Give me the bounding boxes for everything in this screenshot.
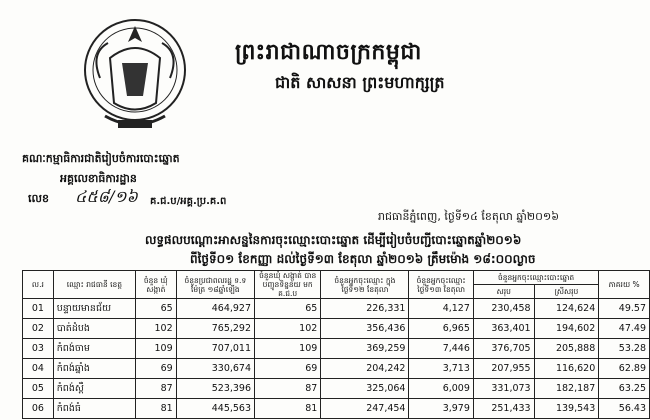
reference-number-label: លេខ bbox=[28, 192, 49, 205]
col-communes: ចំនួន ឃុំ សង្កាត់ bbox=[135, 271, 176, 299]
cell-female: 182,187 bbox=[534, 379, 599, 399]
authority-name: គណៈកម្មាធិការជាតិរៀបចំការបោះឆ្នោត bbox=[22, 152, 180, 165]
cell-prev: 226,331 bbox=[321, 299, 409, 319]
cell-estimated: 464,927 bbox=[176, 299, 254, 319]
document-title: លទ្ធផលបណ្តោះអាសន្ននៃការចុះឈ្មោះបោះឆ្នោត ដើម្បីរៀបចំបញ្ជីបោះឆ្នោតឆ្នាំ២០១៦ bbox=[145, 233, 522, 247]
reference-number-handwritten: ៤៥៨/១៦ bbox=[75, 187, 138, 206]
registration-results-table bbox=[22, 270, 650, 419]
cell-prev: 356,436 bbox=[321, 319, 409, 339]
cell-day: 3,713 bbox=[409, 359, 473, 379]
cell-province: កំពង់ឆ្នាំង bbox=[53, 359, 135, 379]
cell-total: 251,433 bbox=[473, 399, 534, 419]
cell-day: 4,127 bbox=[409, 299, 473, 319]
cell-communes: 65 bbox=[135, 299, 176, 319]
cell-reporting: 109 bbox=[255, 339, 321, 359]
cell-estimated: 330,674 bbox=[176, 359, 254, 379]
col-percent: ភាគរយ % bbox=[599, 271, 650, 299]
cell-total: 207,955 bbox=[473, 359, 534, 379]
table-row bbox=[23, 379, 650, 399]
cell-female: 205,888 bbox=[534, 339, 599, 359]
cell-prev: 204,242 bbox=[321, 359, 409, 379]
table-row bbox=[23, 319, 650, 339]
cell-province: កំពង់ធំ bbox=[53, 399, 135, 419]
col-province: ឈ្មោះ រាជធានី ខេត្ត bbox=[53, 271, 135, 299]
cell-prev: 247,454 bbox=[321, 399, 409, 419]
cell-communes: 102 bbox=[135, 319, 176, 339]
royal-coat-of-arms-icon bbox=[80, 8, 190, 143]
cell-female: 116,620 bbox=[534, 359, 599, 379]
cell-total: 363,401 bbox=[473, 319, 534, 339]
cell-province: កំពង់ស្ពឺ bbox=[53, 379, 135, 399]
cell-percent: 49.57 bbox=[599, 299, 650, 319]
cell-no: 05 bbox=[23, 379, 54, 399]
cell-province: កំពង់ចាម bbox=[53, 339, 135, 359]
cell-percent: 47.49 bbox=[599, 319, 650, 339]
cell-total: 230,458 bbox=[473, 299, 534, 319]
cell-estimated: 707,011 bbox=[176, 339, 254, 359]
table-row bbox=[23, 359, 650, 379]
cell-total: 331,073 bbox=[473, 379, 534, 399]
cell-percent: 62.89 bbox=[599, 359, 650, 379]
table-row bbox=[23, 339, 650, 359]
cell-day: 3,979 bbox=[409, 399, 473, 419]
document-subtitle: ពីថ្ងៃទី០១ ខែកញ្ញា ដល់ថ្ងៃទី១៣ ខែតុលា ឆ្នាំ២០១៦ ត្រឹមម៉ោង ១៨:០០ល្ងាច bbox=[190, 252, 536, 266]
cell-percent: 56.43 bbox=[599, 399, 650, 419]
cell-percent: 63.25 bbox=[599, 379, 650, 399]
cell-reporting: 69 bbox=[255, 359, 321, 379]
cell-day: 6,009 bbox=[409, 379, 473, 399]
cell-no: 02 bbox=[23, 319, 54, 339]
cell-reporting: 81 bbox=[255, 399, 321, 419]
reference-number-suffix: គ.ជ.ប/អគ្គ.ប្រ.គ.ព bbox=[150, 196, 227, 207]
col-no: ល.រ bbox=[23, 271, 54, 299]
cell-communes: 69 bbox=[135, 359, 176, 379]
col-total-female: ស្រីសរុប bbox=[534, 285, 599, 299]
cell-female: 139,543 bbox=[534, 399, 599, 419]
cell-communes: 81 bbox=[135, 399, 176, 419]
cell-prev: 325,064 bbox=[321, 379, 409, 399]
cell-total: 376,705 bbox=[473, 339, 534, 359]
cell-day: 6,965 bbox=[409, 319, 473, 339]
col-total-group: ចំនួនអ្នកចុះឈ្មោះបោះឆ្នោត bbox=[473, 271, 598, 285]
national-motto: ជាតិ សាសនា ព្រះមហាក្សត្រ bbox=[275, 73, 445, 92]
document-date: រាជធានីភ្នំពេញ, ថ្ងៃទី១៤ ខែតុលា ឆ្នាំ២០១៦ bbox=[378, 210, 560, 223]
cell-communes: 109 bbox=[135, 339, 176, 359]
cell-day: 7,446 bbox=[409, 339, 473, 359]
cell-province: បន្ទាយមានជ័យ bbox=[53, 299, 135, 319]
cell-estimated: 445,563 bbox=[176, 399, 254, 419]
cell-reporting: 65 bbox=[255, 299, 321, 319]
cell-communes: 87 bbox=[135, 379, 176, 399]
cell-no: 01 bbox=[23, 299, 54, 319]
cell-female: 194,602 bbox=[534, 319, 599, 339]
authority-department: អគ្គលេខាធិការដ្ឋាន bbox=[60, 172, 137, 185]
cell-percent: 53.28 bbox=[599, 339, 650, 359]
cell-no: 03 bbox=[23, 339, 54, 359]
cell-no: 04 bbox=[23, 359, 54, 379]
col-registered-prev: ចំនួនអ្នកចុះឈ្មោះ ក្នុងថ្ងៃទី១២ ខែតុលា bbox=[321, 271, 409, 299]
cell-reporting: 102 bbox=[255, 319, 321, 339]
cell-prev: 369,259 bbox=[321, 339, 409, 359]
table-row bbox=[23, 299, 650, 319]
kingdom-heading: ព្រះរាជាណាចក្រកម្ពុជា bbox=[235, 40, 422, 65]
cell-estimated: 765,292 bbox=[176, 319, 254, 339]
cell-reporting: 87 bbox=[255, 379, 321, 399]
col-total-all: សរុប bbox=[473, 285, 534, 299]
col-reporting: ចំនួនឃុំ សង្កាត់ បានបញ្ជូនទិន្នន័យ មក គ.ជ.ប bbox=[255, 271, 321, 299]
cell-no: 06 bbox=[23, 399, 54, 419]
cell-estimated: 523,396 bbox=[176, 379, 254, 399]
cell-female: 124,624 bbox=[534, 299, 599, 319]
col-registered-day: ចំនួនអ្នកចុះឈ្មោះ ថ្ងៃទី១៣ ខែតុលា bbox=[409, 271, 473, 299]
table-row bbox=[23, 399, 650, 419]
cell-province: បាត់ដំបង bbox=[53, 319, 135, 339]
col-estimated: ចំនួនប្រជាពលរដ្ឋ ទ.ទ ម៉ែត្រ ១៨ឆ្នាំឡើង bbox=[176, 271, 254, 299]
